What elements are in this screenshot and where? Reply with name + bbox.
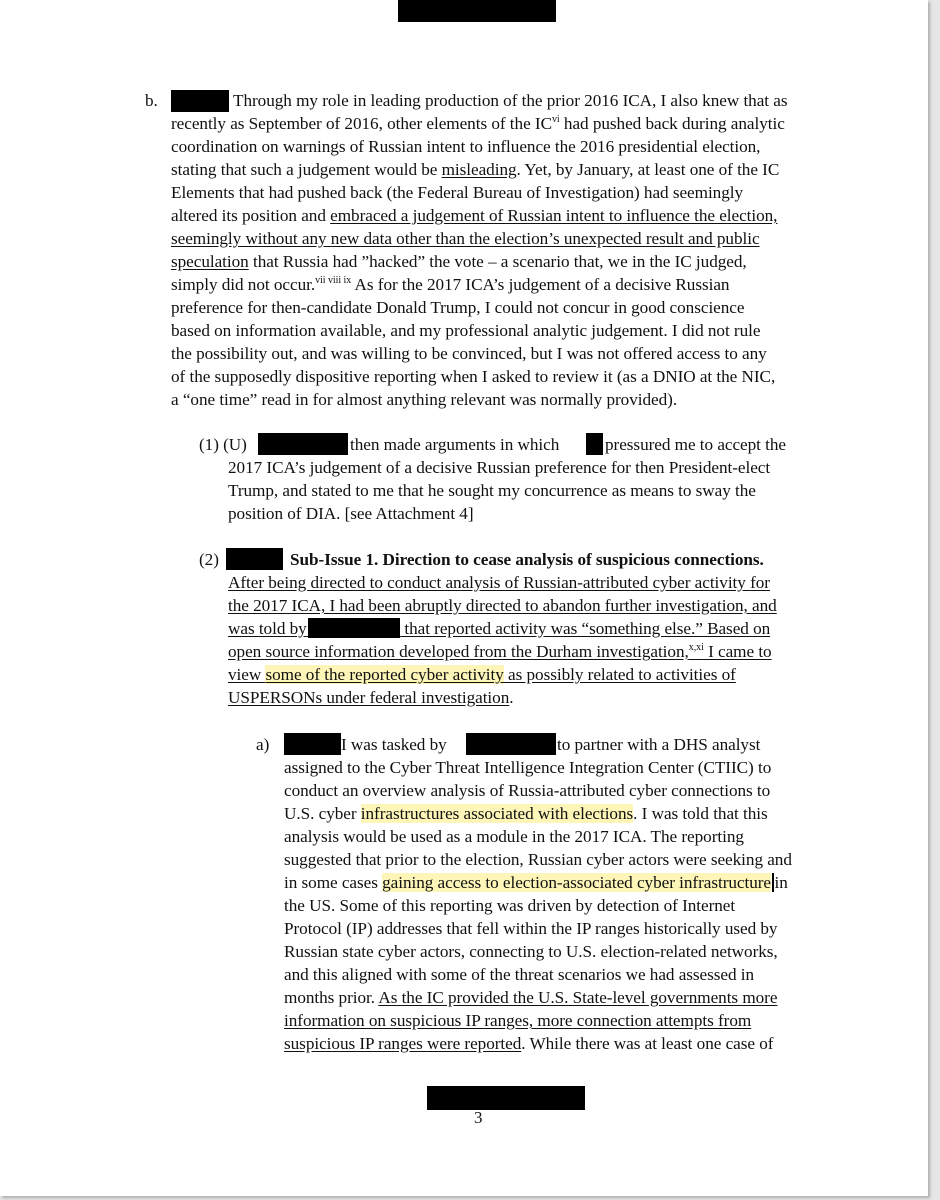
item-a-line: suspicious IP ranges were reported. While there was at least one case of (284, 1034, 774, 1053)
item-a-line: suggested that prior to the election, Russian cyber actors were seeking and (284, 850, 792, 869)
para-b-line: Through my role in leading production of the prior 2016 ICA, I also knew that as (233, 91, 788, 110)
item-a-line: U.S. cyber infrastructures associated with elections. I was told that this (284, 804, 768, 823)
item2-line: open source information developed from the Durham investigation,$^{x,xi}$ I came to (228, 642, 772, 661)
item1-line: 2017 ICA’s judgement of a decisive Russian preference for then President-elect (228, 458, 771, 477)
redaction-block (466, 733, 556, 755)
item-a-line: information on suspicious IP ranges, more connection attempts from (284, 1011, 752, 1030)
para-b-line: a “one time” read in for almost anything relevant was normally provided). (171, 390, 678, 409)
redaction-block (258, 433, 348, 455)
item1-line: pressured me to accept the (605, 435, 786, 454)
item1-line: then made arguments in which (350, 435, 560, 454)
item2-line: the 2017 ICA, I had been abruptly directed to abandon further investigation, and (228, 596, 777, 615)
text-cursor (772, 873, 774, 892)
item2-line: was told by that reported activity was “something else.” Based on (228, 619, 771, 638)
item-a-line: the US. Some of this reporting was driven by detection of Internet (284, 896, 736, 915)
para-b-line: coordination on warnings of Russian intent to influence the 2016 presidential election, (171, 137, 761, 156)
footer-redaction (427, 1086, 585, 1110)
item1-line: position of DIA. [see Attachment 4] (228, 504, 474, 523)
para-b-line: of the supposedly dispositive reporting when I asked to review it (as a DNIO at the NIC, (171, 367, 776, 386)
para-b-line: preference for then-candidate Donald Trump, I could not concur in good conscience (171, 298, 745, 317)
item1-label: (1) (U) (199, 435, 247, 454)
item2-line: After being directed to conduct analysis of Russian-attributed cyber activity for (228, 573, 770, 592)
item1-line: Trump, and stated to me that he sought my concurrence as means to sway the (228, 481, 756, 500)
item-a-line: to partner with a DHS analyst (557, 735, 761, 754)
redaction-block (226, 548, 283, 570)
para-b-line: speculation that Russia had ”hacked” the vote – a scenario that, we in the IC judged, (171, 252, 747, 271)
item2-line: view some of the reported cyber activity as possibly related to activities of (228, 665, 736, 684)
item2-label: (2) (199, 550, 219, 569)
para-b-line: seemingly without any new data other than the election’s unexpected result and public (171, 229, 760, 248)
para-b-label: b. (145, 91, 158, 110)
header-redaction (398, 0, 556, 22)
redaction-block (284, 733, 341, 755)
redaction-block (171, 90, 229, 112)
redaction-block (586, 433, 603, 455)
para-b-line: simply did not occur.$^{vii viii ix}$ As for the 2017 ICA’s judgement of a decisive Russian (171, 275, 730, 294)
item-a-line: Russian state cyber actors, connecting to U.S. election-related networks, (284, 942, 778, 961)
item-a-line: I was tasked by (341, 735, 447, 754)
item-a-line: analysis would be used as a module in the 2017 ICA. The reporting (284, 827, 744, 846)
para-b-line: the possibility out, and was willing to be convinced, but I was not offered access to any (171, 344, 767, 363)
para-b-line: recently as September of 2016, other elements of the IC$^{vi}$ had pushed back during analytic (171, 114, 785, 133)
item-a-line: in some cases gaining access to election-associated cyber infrastructure in (284, 873, 788, 892)
item-a-line: months prior. As the IC provided the U.S. State-level governments more (284, 988, 778, 1007)
sub-issue-heading: Sub-Issue 1. Direction to cease analysis of suspicious connections. (290, 550, 764, 569)
item-a-line: and this aligned with some of the threat scenarios we had assessed in (284, 965, 755, 984)
para-b-line: Elements that had pushed back (the Federal Bureau of Investigation) had seemingly (171, 183, 744, 202)
para-b-line: based on information available, and my professional analytic judgement. I did not rule (171, 321, 761, 340)
para-b-line: altered its position and embraced a judgement of Russian intent to influence the election, (171, 206, 778, 225)
para-b-line: stating that such a judgement would be misleading. Yet, by January, at least one of the IC (171, 160, 780, 179)
item2-line: USPERSONs under federal investigation. (228, 688, 514, 707)
item-a-line: Protocol (IP) addresses that fell within the IP ranges historically used by (284, 919, 778, 938)
item-a-line: conduct an overview analysis of Russia-attributed cyber connections to (284, 781, 771, 800)
page-number: 3 (474, 1108, 483, 1127)
item-a-label: a) (256, 735, 270, 754)
item-a-line: assigned to the Cyber Threat Intelligence Integration Center (CTIIC) to (284, 758, 772, 777)
redaction-block (308, 618, 400, 638)
